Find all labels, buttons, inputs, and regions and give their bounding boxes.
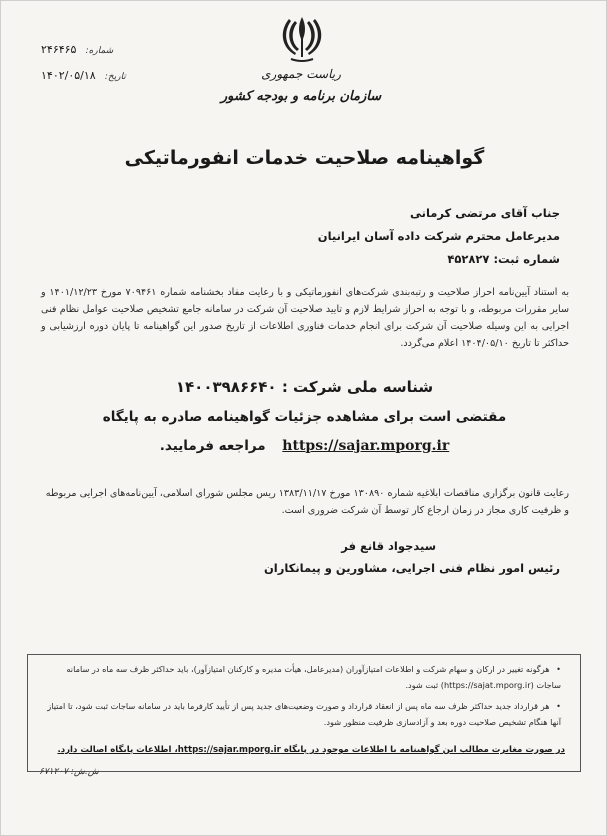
registry-number xyxy=(41,43,113,56)
iran-emblem-icon xyxy=(277,13,327,65)
portal-link-row xyxy=(1,438,607,454)
bullet-icon: • xyxy=(556,664,561,674)
compliance-paragraph: رعایت قانون برگزاری مناقصات ابلاغیه شماره ۱۳۰۸۹۰ مورخ ۱۳۸۳/۱۱/۱۷ ریس مجلس شورای اسلامی، آیین‌نامه‌های اجرایی مربوطه و ظرفیت کاری مجاز در زمان ارجاع کار توسط آن شرکت ضروری است. xyxy=(45,488,569,516)
addressee-name: جناب آقای مرتضی کرمانی xyxy=(410,206,560,220)
footer-warning-text: در صورت مغایرت مطالب این گواهینامه با اطلاعات موجود در پایگاه https://sajar.mporg.ir، اطلاعات پایگاه اصالت دارد. xyxy=(57,745,565,755)
registry-date-value: ۱۴۰۲/۰۵/۱۸ xyxy=(41,69,96,82)
portal-url-link[interactable]: https://sajar.mporg.ir xyxy=(282,438,450,454)
registry-date xyxy=(41,69,126,82)
note-text: هرگونه تغییر در ارکان و سهام شرکت و اطلاعات امتیازآوران (مدیرعامل، هیأت مدیره و کارکنان امتیازآور)، باید حداکثر ظرف سه ماه در سامانه ساجات (https://sajat.mporg.ir) ثبت شود. xyxy=(66,664,561,690)
bullet-icon: • xyxy=(556,701,561,711)
registry-date-label: تاریخ: xyxy=(104,72,126,82)
registry-number-label: شماره: xyxy=(85,46,114,56)
portal-suffix: مراجعه فرمایید. xyxy=(159,438,266,454)
registry-number-value: ۲۴۶۴۶۵ xyxy=(41,43,77,56)
org-line-budget: سازمان برنامه و بودجه کشور xyxy=(220,89,382,104)
certificate-title: گواهینامه صلاحیت خدمات انفورماتیکی xyxy=(124,147,485,169)
national-id: شناسه ملی شرکت : ۱۴۰۰۳۹۸۶۶۴۰ xyxy=(175,378,434,396)
body-paragraph: به استناد آیین‌نامه احراز صلاحیت و رتبه‌بندی شرکت‌های انفورماتیکی و با رعایت مفاد بخشنامه شماره ۷۰۹۴۶۱ مورخ ۱۴۰۱/۱۲/۲۳ و سایر مقررات مربوطه، و با توجه به احراز شرایط لازم و تایید صلاحیت آن شرکت در سامانه جامع تشخیص صلاحیت عوامل نظام فنی اجرایی به این وسیله صلاحیت آن شرکت برای انجام خدمات فناوری اطلاعات از تاریخ صدور این گواهینامه تا پایان دوره ارزشیابی و حداکثر تا تاریخ ۱۴۰۴/۰۵/۱۰ اعلام می‌گردد. xyxy=(41,287,570,349)
signatory-title: رئیس امور نظام فنی اجرایی، مشاورین و پیمانکاران xyxy=(263,561,560,575)
addressee-position: مدیرعامل محترم شرکت داده آسان ایرانیان xyxy=(317,229,560,243)
footer-warning xyxy=(37,745,565,755)
note-text: هر قرارداد جدید حداکثر ظرف سه ماه پس از انعقاد قرارداد و صورت وضعیت‌های جدید پس از تأیید کارفرما باید در سامانه ساجات ثبت شود، تا امتیاز آنها هنگام تشخیص صلاحیت دوره بعد و آزادسازی ظرفیت منظور شود. xyxy=(47,701,561,727)
registration-number: شماره ثبت: ۴۵۲۸۲۷ xyxy=(447,252,560,266)
signatory-name: سیدجواد قانع فر xyxy=(341,539,436,553)
note-item xyxy=(41,661,561,693)
portal-notice: مقتضی است برای مشاهده جزئیات گواهینامه صادره به پایگاه xyxy=(102,409,507,425)
note-item xyxy=(41,698,561,730)
org-line-presidency: ریاست جمهوری xyxy=(261,67,341,81)
form-code: ش.ش: ۶۷۱۲۰۷ xyxy=(39,767,99,777)
